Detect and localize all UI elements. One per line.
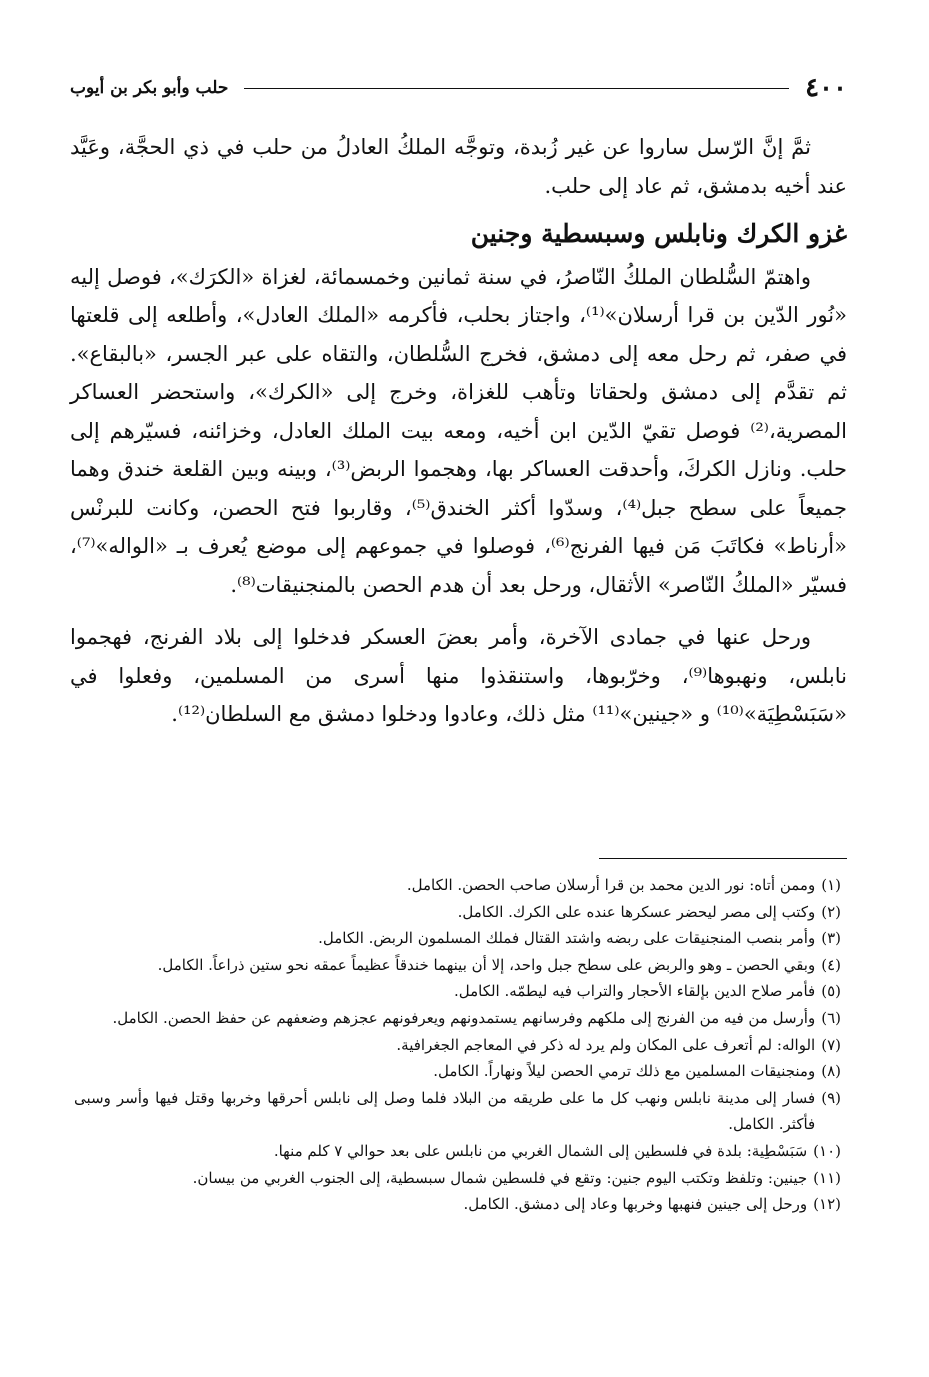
footnote (74, 1005, 841, 1032)
footnote (74, 1191, 841, 1218)
footnote-text: ومنجنيقات المسلمين مع ذلك ترمي الحصن ليلاً ونهاراً. الكامل. (433, 1062, 816, 1081)
footnote (74, 1032, 841, 1059)
footnote-text: سَبَسْطِية: بلدة في فلسطين إلى الشمال الغربي من نابلس على بعد حوالي ٧ كلم منها. (273, 1141, 808, 1160)
running-header (70, 68, 847, 108)
footnote-number: (٣) (821, 929, 841, 948)
footnote (74, 1165, 841, 1192)
footnote-number: (١) (821, 876, 841, 894)
footnote-text: وأمر بنصب المنجنيقات على ربضه واشتد القتال فملك المسلمون الربض. الكامل. (318, 929, 816, 948)
paragraph-2: واهتمّ السُّلطان الملكُ النّاصرُ، في سنة ثمانين وخمسمائة، لغزاة «الكرَك»، فوصل إليه «نُور الدّين بن قرا أرسلان»⁽¹⁾، واجتاز بحلب، فأكرمه «الملك العادل»، وأطلعه إلى قلعتها في صفر، ثم رحل معه إلى دمشق، فخرج السُّلطان، والتقاه على عبر الجسر، «بالبقاع». ثم تقدَّم إلى دمشق ولحقاتا وتأهب للغزاة، وخرج إلى «الكرك»، واستحضر العساكر المصرية،⁽²⁾ فوصل تقيّ الدّين ابن أخيه، ومعه بيت الملك العادل، وخزائنه، فسيّرهم إلى حلب. ونازل الكركَ، وأحدقت العساكر بها، وهجموا الربض⁽³⁾، وبينه وبين القلعة خندق وهما جميعاً على سطح جبل⁽⁴⁾، وسدّوا أكثر الخندق⁽⁵⁾، وقاربوا فتح الحصن، وكانت للبرنْس «أرناط» فكاتَبَ مَن فيها الفرنج⁽⁶⁾، فوصلوا في جموعهم إلى موضع يُعرف بـ «الواله»⁽⁷⁾، فسيّر «الملكُ النّاصر» الأثقال، ورحل بعد أن هدم الحصن بالمنجنيقات⁽⁸⁾. (70, 264, 847, 597)
footnote (74, 1085, 841, 1138)
footnote-number: (٦) (821, 1008, 841, 1027)
footnote-text: وكتب إلى مصر ليحضر عسكرها عنده على الكرك. الكامل. (457, 902, 816, 921)
footnote-number: (٧) (821, 1035, 841, 1054)
main-text (70, 128, 847, 734)
footnote-text: وأرسل من فيه من الفرنج إلى ملكهم وفرسانهم يستمدونهم ويعرفونهم عجزهم وضعفهم عن حفظ الحصن. الكامل. (112, 1008, 816, 1027)
footnote-number: (٩) (821, 1088, 841, 1107)
footnote (74, 1058, 841, 1085)
footnote (74, 952, 841, 979)
paragraph-1: ثمَّ إنَّ الرّسل ساروا عن غير زُبدة، وتوجَّه الملكُ العادلُ من حلب في ذي الحجَّة، وعَيَّد عند أخيه بدمشق، ثم عاد إلى حلب. (70, 135, 847, 198)
footnote-text: جينين: وتلفظ وتكتب اليوم جنين: وتقع في فلسطين شمال سبسطية، إلى الجنوب الغربي من بيسان. (192, 1168, 808, 1187)
footnote (74, 925, 841, 952)
footnote-number: (٨) (821, 1062, 841, 1081)
footnote-number: (٤) (821, 955, 841, 974)
footnote (74, 1138, 841, 1165)
footnote-number: (١٠) (813, 1141, 841, 1160)
footnote-separator (599, 858, 847, 859)
footnote-number: (١٢) (813, 1195, 841, 1214)
page-number: ٤٠٠ (805, 73, 847, 103)
footnote-number: (١١) (813, 1168, 841, 1187)
footnotes (74, 872, 841, 1218)
footnote (74, 872, 841, 899)
running-title: حلب وأبو بكر بن أيوب (70, 78, 229, 98)
footnote (74, 899, 841, 926)
footnote-text: فسار إلى مدينة نابلس ونهب كل ما على طريقه من البلاد فلما وصل إلى نابلس أحرقها وخربها وقتل فيها وأسر وسبى فأكثر. الكامل. (74, 1088, 816, 1134)
footnote-number: (٥) (821, 982, 841, 1001)
footnote-text: الواله: لم أتعرف على المكان ولم يرد له ذكر في المعاجم الجغرافية. (396, 1035, 816, 1054)
footnote-text: وممن أتاه: نور الدين محمد بن قرا أرسلان صاحب الحصن. الكامل. (406, 876, 816, 894)
footnote (74, 978, 841, 1005)
footnote-text: فأمر صلاح الدين بإلقاء الأحجار والتراب فيه ليطمّه. الكامل. (453, 982, 816, 1001)
header-rule (244, 88, 789, 89)
footnote-number: (٢) (821, 902, 841, 921)
footnote-text: ورحل إلى جينين فنهبها وخربها وعاد إلى دمشق. الكامل. (463, 1195, 808, 1214)
footnote-text: وبقي الحصن ـ وهو والربض على سطح جبل واحد، إلا أن بينهما خندقاً عظيماً عمقه نحو ستين ذراعاً. الكامل. (157, 955, 816, 974)
section-heading: غزو الكرك ونابلس وسبسطية وجنين (470, 219, 847, 248)
paragraph-3: ورحل عنها في جمادى الآخرة، وأمر بعضَ العسكر فدخلوا إلى بلاد الفرنج، فهجموا نابلس، ونهبوها⁽⁹⁾، وخرّبوها، واستنقذوا منها أسرى من المسلمين، وفعلوا في «سَبَسْطِيَة»⁽¹⁰⁾ و «جينين»⁽¹¹⁾ مثل ذلك، وعادوا ودخلوا دمشق مع السلطان⁽¹²⁾. (70, 625, 847, 726)
